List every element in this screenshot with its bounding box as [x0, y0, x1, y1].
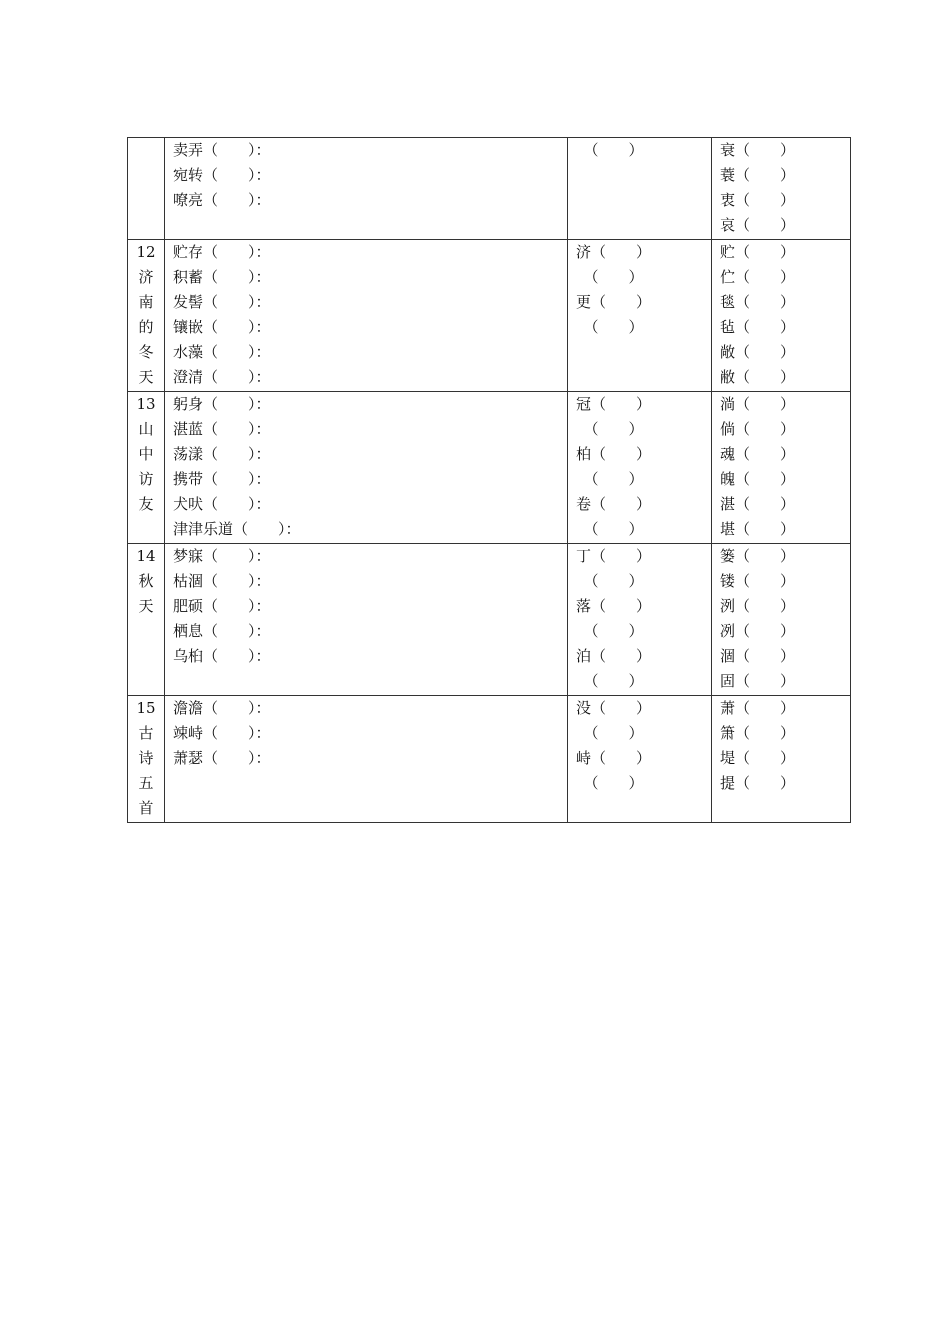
polyphonic-cell [568, 696, 712, 823]
similar-char-entry [720, 365, 850, 390]
pinyin-blank: （ ）： [203, 597, 271, 615]
pinyin-blank: （ ）： [203, 191, 271, 209]
pinyin-blank: （ ）： [203, 141, 271, 159]
polyphonic-char: 柏 [576, 445, 592, 463]
pinyin-blank: （ ）： [203, 166, 271, 184]
pinyin-blank: （ ） [735, 293, 796, 311]
word-entry [173, 442, 567, 467]
word-entry [173, 517, 567, 542]
pinyin-blank: （ ） [735, 243, 796, 261]
similar-char: 冽 [720, 622, 736, 640]
pinyin-blank: （ ）： [203, 368, 271, 386]
pinyin-blank: （ ）： [203, 495, 271, 513]
pinyin-blank: （ ）： [203, 699, 271, 717]
similar-char-entry [720, 669, 850, 694]
pinyin-blank: （ ）： [203, 395, 271, 413]
pinyin-blank: （ ） [591, 774, 644, 792]
polyphonic-cell [568, 392, 712, 544]
polyphonic-char: 没 [576, 699, 592, 717]
similar-char: 倘 [720, 420, 736, 438]
lesson-title-char: 五 [138, 774, 154, 792]
lesson-title-char: 的 [138, 318, 154, 336]
word-text: 嘹亮 [173, 191, 204, 209]
word-list-cell [165, 696, 568, 823]
polyphonic-entry [576, 442, 711, 467]
lesson-title-char: 天 [138, 368, 154, 386]
polyphonic-entry [576, 392, 711, 417]
lesson-number: 15 [136, 699, 156, 717]
similar-char-entry [720, 696, 850, 721]
pinyin-blank: （ ）： [203, 470, 271, 488]
lesson-title-char: 友 [138, 495, 154, 513]
pinyin-blank: （ ）： [203, 293, 271, 311]
polyphonic-entry [576, 417, 711, 442]
pinyin-blank: （ ） [591, 699, 652, 717]
pinyin-blank: （ ）： [203, 343, 271, 361]
polyphonic-entry [576, 138, 711, 163]
word-entry [173, 721, 567, 746]
pinyin-blank: （ ） [735, 597, 796, 615]
similar-char-entry [720, 340, 850, 365]
word-entry [173, 265, 567, 290]
similar-char-cell [712, 138, 851, 240]
similar-char: 篓 [720, 547, 736, 565]
similar-char: 洌 [720, 597, 736, 615]
pinyin-blank: （ ） [735, 699, 796, 717]
similar-char-entry [720, 392, 850, 417]
word-text: 携带 [173, 470, 204, 488]
word-text: 竦峙 [173, 724, 204, 742]
word-entry [173, 290, 567, 315]
similar-char-cell [712, 696, 851, 823]
pinyin-blank: （ ） [735, 672, 796, 690]
pinyin-blank: （ ）： [203, 749, 271, 767]
word-text: 发髻 [173, 293, 204, 311]
similar-char: 敞 [720, 343, 736, 361]
lesson-title-char: 古 [138, 724, 154, 742]
similar-char: 伫 [720, 268, 736, 286]
word-text: 梦寐 [173, 547, 204, 565]
word-text: 水藻 [173, 343, 204, 361]
word-entry [173, 188, 567, 213]
polyphonic-char [576, 572, 591, 590]
pinyin-blank: （ ） [735, 216, 796, 234]
polyphonic-entry [576, 265, 711, 290]
word-entry [173, 594, 567, 619]
lesson-cell [128, 544, 165, 696]
pinyin-blank: （ ） [735, 141, 796, 159]
similar-char: 堪 [720, 520, 736, 538]
pinyin-blank: （ ）： [203, 243, 271, 261]
polyphonic-char [576, 268, 591, 286]
word-text: 躬身 [173, 395, 204, 413]
pinyin-blank: （ ） [591, 520, 644, 538]
pinyin-blank: （ ）： [203, 420, 271, 438]
polyphonic-char: 落 [576, 597, 592, 615]
similar-char-entry [720, 644, 850, 669]
similar-char-entry [720, 442, 850, 467]
polyphonic-char: 冠 [576, 395, 592, 413]
similar-char: 毡 [720, 318, 736, 336]
similar-char: 涸 [720, 647, 736, 665]
word-text: 镶嵌 [173, 318, 204, 336]
pinyin-blank: （ ）： [203, 647, 271, 665]
similar-char: 魂 [720, 445, 736, 463]
similar-char: 镂 [720, 572, 736, 590]
pinyin-blank: （ ）： [203, 547, 271, 565]
similar-char-entry [720, 569, 850, 594]
similar-char-entry [720, 746, 850, 771]
pinyin-blank: （ ） [735, 622, 796, 640]
polyphonic-entry [576, 544, 711, 569]
similar-char-entry [720, 315, 850, 340]
polyphonic-entry [576, 517, 711, 542]
polyphonic-entry [576, 467, 711, 492]
word-text: 萧瑟 [173, 749, 204, 767]
lesson-row [128, 696, 851, 823]
pinyin-blank: （ ） [591, 445, 652, 463]
lesson-title-char: 山 [138, 420, 154, 438]
polyphonic-char: 济 [576, 243, 592, 261]
polyphonic-entry [576, 492, 711, 517]
similar-char: 哀 [720, 216, 736, 234]
word-list-cell [165, 240, 568, 392]
pinyin-blank: （ ） [735, 166, 796, 184]
lesson-title-char: 访 [138, 470, 154, 488]
pinyin-blank: （ ） [735, 191, 796, 209]
lesson-row [128, 240, 851, 392]
pinyin-blank: （ ） [591, 268, 644, 286]
word-entry [173, 240, 567, 265]
similar-char-entry [720, 467, 850, 492]
polyphonic-entry [576, 290, 711, 315]
pinyin-blank: （ ） [735, 647, 796, 665]
pinyin-blank: （ ） [735, 520, 796, 538]
polyphonic-entry [576, 569, 711, 594]
lesson-cell [128, 240, 165, 392]
similar-char: 淌 [720, 395, 736, 413]
pinyin-blank: （ ） [591, 547, 652, 565]
pinyin-blank: （ ） [735, 268, 796, 286]
polyphonic-entry [576, 771, 711, 796]
polyphonic-char [576, 470, 591, 488]
worksheet-body [128, 138, 851, 823]
pinyin-blank: （ ） [591, 293, 652, 311]
pinyin-blank: （ ）： [203, 318, 271, 336]
pinyin-blank: （ ） [735, 343, 796, 361]
lesson-title-char: 诗 [138, 749, 154, 767]
similar-char: 固 [720, 672, 736, 690]
pinyin-blank: （ ） [735, 318, 796, 336]
pinyin-blank: （ ） [735, 724, 796, 742]
polyphonic-char: 丁 [576, 547, 592, 565]
pinyin-blank: （ ） [735, 774, 796, 792]
pinyin-blank: （ ） [735, 547, 796, 565]
vocabulary-worksheet-table [127, 137, 851, 823]
similar-char-cell [712, 544, 851, 696]
similar-char-cell [712, 240, 851, 392]
pinyin-blank: （ ）： [203, 445, 271, 463]
pinyin-blank: （ ） [735, 749, 796, 767]
word-entry [173, 138, 567, 163]
similar-char-entry [720, 544, 850, 569]
word-text: 湛蓝 [173, 420, 204, 438]
similar-char: 箫 [720, 724, 736, 742]
pinyin-blank: （ ） [591, 622, 644, 640]
word-entry [173, 696, 567, 721]
word-text: 宛转 [173, 166, 204, 184]
word-entry [173, 417, 567, 442]
word-text: 栖息 [173, 622, 204, 640]
lesson-number: 13 [136, 395, 156, 413]
similar-char-entry [720, 163, 850, 188]
word-list-cell [165, 544, 568, 696]
pinyin-blank: （ ）： [233, 520, 301, 538]
word-list-cell [165, 138, 568, 240]
similar-char-entry [720, 417, 850, 442]
pinyin-blank: （ ） [735, 368, 796, 386]
pinyin-blank: （ ） [591, 395, 652, 413]
polyphonic-entry [576, 669, 711, 694]
pinyin-blank: （ ）： [203, 268, 271, 286]
similar-char: 衰 [720, 141, 736, 159]
word-entry [173, 365, 567, 390]
similar-char-entry [720, 517, 850, 542]
word-entry [173, 544, 567, 569]
polyphonic-cell [568, 544, 712, 696]
similar-char: 敝 [720, 368, 736, 386]
word-entry [173, 569, 567, 594]
polyphonic-entry [576, 619, 711, 644]
pinyin-blank: （ ） [591, 141, 644, 159]
lesson-title-char: 秋 [138, 572, 154, 590]
similar-char: 堤 [720, 749, 736, 767]
similar-char-entry [720, 594, 850, 619]
polyphonic-char [576, 520, 591, 538]
pinyin-blank: （ ） [591, 420, 644, 438]
lesson-title-char: 冬 [138, 343, 154, 361]
pinyin-blank: （ ） [591, 572, 644, 590]
similar-char-entry [720, 240, 850, 265]
lesson-title-char: 中 [138, 445, 154, 463]
similar-char-entry [720, 619, 850, 644]
word-text: 荡漾 [173, 445, 204, 463]
pinyin-blank: （ ） [735, 470, 796, 488]
polyphonic-char: 泊 [576, 647, 592, 665]
pinyin-blank: （ ） [591, 647, 652, 665]
similar-char-entry [720, 721, 850, 746]
pinyin-blank: （ ） [591, 470, 644, 488]
similar-char-entry [720, 771, 850, 796]
lesson-row [128, 138, 851, 240]
similar-char-entry [720, 265, 850, 290]
similar-char: 魄 [720, 470, 736, 488]
pinyin-blank: （ ）： [203, 572, 271, 590]
similar-char-entry [720, 290, 850, 315]
word-entry [173, 746, 567, 771]
similar-char: 萧 [720, 699, 736, 717]
word-entry [173, 619, 567, 644]
lesson-title-char: 南 [138, 293, 154, 311]
pinyin-blank: （ ） [735, 420, 796, 438]
pinyin-blank: （ ） [591, 318, 644, 336]
pinyin-blank: （ ） [591, 597, 652, 615]
pinyin-blank: （ ） [735, 445, 796, 463]
word-entry [173, 163, 567, 188]
pinyin-blank: （ ） [591, 672, 644, 690]
polyphonic-entry [576, 721, 711, 746]
similar-char: 衷 [720, 191, 736, 209]
similar-char: 提 [720, 774, 736, 792]
lesson-number: 12 [136, 243, 156, 261]
similar-char-cell [712, 392, 851, 544]
polyphonic-char [576, 420, 591, 438]
word-entry [173, 392, 567, 417]
pinyin-blank: （ ） [591, 749, 652, 767]
pinyin-blank: （ ） [591, 495, 652, 513]
word-entry [173, 644, 567, 669]
lesson-row [128, 544, 851, 696]
similar-char-entry [720, 213, 850, 238]
similar-char-entry [720, 138, 850, 163]
lesson-cell [128, 138, 165, 240]
word-text: 澹澹 [173, 699, 204, 717]
polyphonic-entry [576, 696, 711, 721]
lesson-cell [128, 392, 165, 544]
similar-char-entry [720, 492, 850, 517]
word-text: 卖弄 [173, 141, 204, 159]
polyphonic-entry [576, 746, 711, 771]
word-text: 肥硕 [173, 597, 204, 615]
lesson-number: 14 [136, 547, 156, 565]
word-text: 澄清 [173, 368, 204, 386]
polyphonic-char [576, 622, 591, 640]
word-list-cell [165, 392, 568, 544]
similar-char-entry [720, 188, 850, 213]
pinyin-blank: （ ）： [203, 724, 271, 742]
similar-char: 毯 [720, 293, 736, 311]
lesson-row [128, 392, 851, 544]
polyphonic-char [576, 318, 591, 336]
polyphonic-cell [568, 240, 712, 392]
polyphonic-char [576, 672, 591, 690]
polyphonic-char [576, 774, 591, 792]
word-entry [173, 315, 567, 340]
polyphonic-char: 卷 [576, 495, 592, 513]
polyphonic-char [576, 141, 591, 159]
pinyin-blank: （ ） [735, 495, 796, 513]
word-text: 积蓄 [173, 268, 204, 286]
pinyin-blank: （ ） [735, 572, 796, 590]
similar-char: 湛 [720, 495, 736, 513]
word-text: 犬吠 [173, 495, 204, 513]
pinyin-blank: （ ） [591, 243, 652, 261]
polyphonic-char: 更 [576, 293, 592, 311]
lesson-cell [128, 696, 165, 823]
polyphonic-entry [576, 594, 711, 619]
polyphonic-char [576, 724, 591, 742]
word-text: 枯涸 [173, 572, 204, 590]
word-text: 津津乐道 [173, 520, 234, 538]
polyphonic-entry [576, 644, 711, 669]
pinyin-blank: （ ） [591, 724, 644, 742]
word-text: 贮存 [173, 243, 204, 261]
lesson-title-char: 首 [138, 799, 154, 817]
word-entry [173, 467, 567, 492]
polyphonic-cell [568, 138, 712, 240]
similar-char: 贮 [720, 243, 736, 261]
word-text: 乌桕 [173, 647, 204, 665]
pinyin-blank: （ ） [735, 395, 796, 413]
polyphonic-char: 峙 [576, 749, 592, 767]
pinyin-blank: （ ）： [203, 622, 271, 640]
word-entry [173, 340, 567, 365]
lesson-title-char: 天 [138, 597, 154, 615]
lesson-title-char: 济 [138, 268, 154, 286]
similar-char: 蓑 [720, 166, 736, 184]
word-entry [173, 492, 567, 517]
polyphonic-entry [576, 315, 711, 340]
polyphonic-entry [576, 240, 711, 265]
